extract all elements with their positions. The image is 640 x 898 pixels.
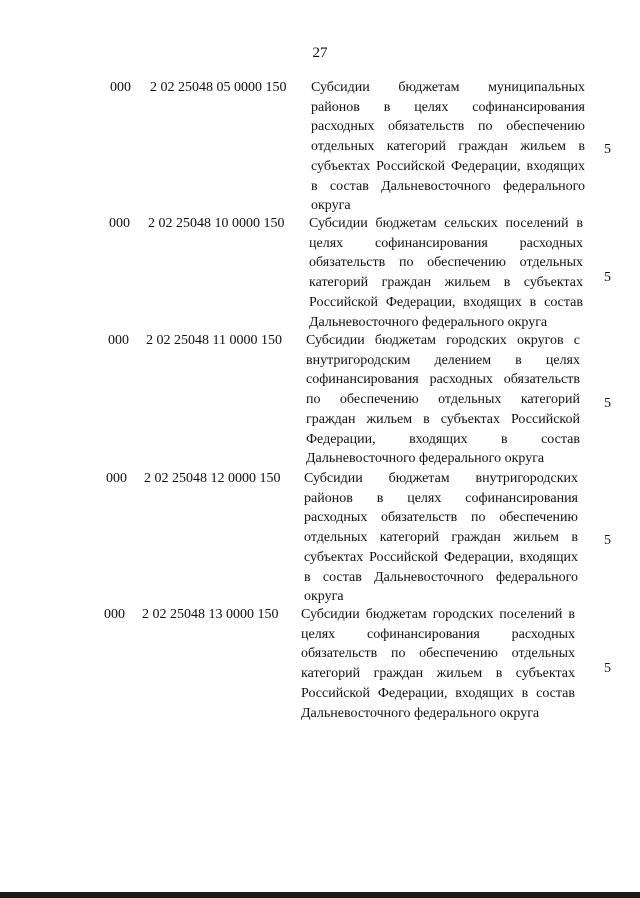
admin-code: 000 — [109, 216, 130, 231]
budget-classification-code: 2 02 25048 05 0000 150 — [150, 80, 287, 95]
row-amount: 5 — [604, 533, 611, 548]
row-description: Субсидии бюджетам городских поселений в целях софинансирования расходных обязательств по обеспечению отдельных категорий граждан жильем в субъектах Российской Федерации, входящих в состав Дальневосточного федерального округа — [301, 607, 575, 721]
row-description: Субсидии бюджетам муниципальных районов в целях софинансирования расходных обязательств по обеспечению отдельных категорий граждан жильем в субъектах Российской Федерации, входящих в состав Дальневосточного федерального округа — [311, 80, 585, 214]
admin-code: 000 — [104, 607, 125, 622]
budget-classification-code: 2 02 25048 11 0000 150 — [146, 333, 282, 348]
row-description: Субсидии бюджетам внутригородских районов в целях софинансирования расходных обязательств по обеспечению отдельных категорий граждан жильем в субъектах Российской Федерации, входящих в состав Дальневосточного федерального округа — [304, 471, 578, 605]
budget-classification-code: 2 02 25048 10 0000 150 — [148, 216, 285, 231]
admin-code: 000 — [106, 471, 127, 486]
row-description: Субсидии бюджетам сельских поселений в целях софинансирования расходных обязательств по обеспечению отдельных категорий граждан жильем в субъектах Российской Федерации, входящих в состав Дальневосточного федерального округа — [309, 216, 583, 330]
admin-code: 000 — [108, 333, 129, 348]
page-number: 27 — [312, 45, 328, 61]
row-amount: 5 — [604, 396, 611, 411]
budget-classification-code: 2 02 25048 13 0000 150 — [142, 607, 279, 622]
row-description: Субсидии бюджетам городских округов с внутригородским делением в целях софинансирования расходных обязательств по обеспечению отдельных категорий граждан жильем в субъектах Российской Федерации, входящих в состав Дальневосточного федерального округа — [306, 333, 580, 467]
scan-edge — [0, 892, 640, 898]
row-amount: 5 — [604, 270, 611, 285]
row-amount: 5 — [604, 142, 611, 157]
budget-classification-code: 2 02 25048 12 0000 150 — [144, 471, 281, 486]
admin-code: 000 — [110, 80, 131, 95]
row-amount: 5 — [604, 661, 611, 676]
